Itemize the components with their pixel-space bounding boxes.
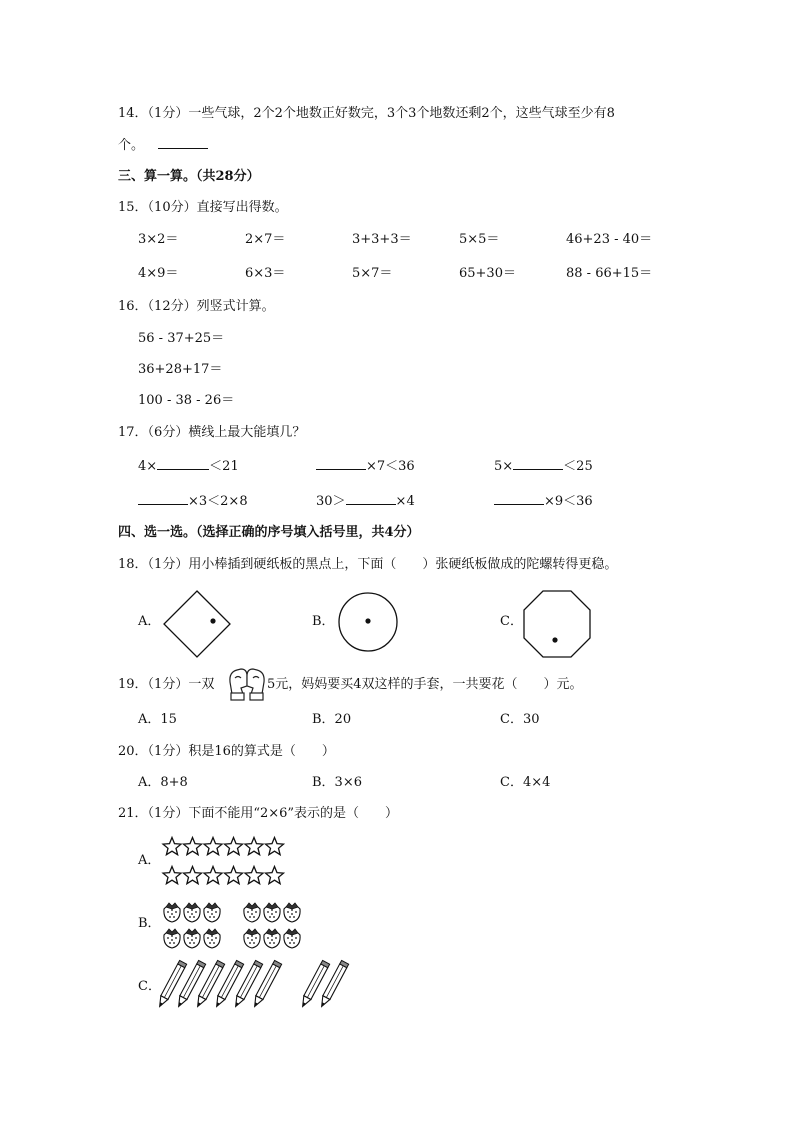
section3-title: 三、算一算。（共28分） — [118, 169, 260, 184]
q16-title: 16．（12分）列竖式计算。 — [118, 299, 275, 314]
strawberry-icon — [164, 929, 180, 948]
answer-blank[interactable] — [157, 458, 209, 470]
star-icon — [184, 867, 202, 884]
answer-blank[interactable] — [346, 493, 396, 505]
q15-r1-c4: 5×5＝ — [459, 232, 500, 247]
q19-post: 5元，妈妈要买4双这样的手套，一共要花（ ）元。 — [267, 677, 583, 692]
q15-r2-c4: 65+30＝ — [459, 266, 516, 281]
q15-r1-c1: 3×2＝ — [138, 232, 179, 247]
q17-title: 17．（6分）横线上最大能填几？ — [118, 425, 306, 440]
q20-option-c[interactable]: C．4×4 — [500, 775, 551, 790]
q21-option-b-label[interactable]: B． — [138, 916, 161, 931]
q14-line2 — [118, 137, 208, 154]
star-icon — [225, 867, 243, 884]
q20-title: 20．（1分）积是16的算式是（ ） — [118, 744, 335, 759]
strawberry-icon — [204, 903, 220, 922]
strawberry-icon — [264, 929, 280, 948]
star-icon — [204, 867, 222, 884]
star-icon — [266, 867, 284, 884]
q19-option-c[interactable]: C．30 — [500, 712, 540, 727]
q16-item-2: 36+28+17＝ — [138, 362, 223, 377]
black-dot — [365, 618, 370, 623]
strawberry-icon — [204, 929, 220, 948]
star-icon — [245, 867, 263, 884]
pencils-figure — [158, 958, 353, 1016]
q18-option-c-label[interactable]: C． — [500, 614, 523, 629]
q17-r1c1-post: ＜21 — [209, 459, 239, 474]
q17-r1c1-pre: 4× — [138, 459, 158, 474]
q15-r2-c1: 4×9＝ — [138, 266, 179, 281]
q17-r2-c3 — [494, 493, 593, 510]
strawberry-icon — [164, 903, 180, 922]
octagon-card-figure — [522, 589, 592, 659]
q17-r1c3-pre: 5× — [494, 459, 514, 474]
strawberry-icon — [284, 903, 300, 922]
q18-option-a-label[interactable]: A． — [138, 614, 161, 629]
q19-pre: 19．（1分）一双 — [118, 677, 215, 692]
star-icon — [225, 838, 243, 855]
q17-r1c2-post: ×7＜36 — [366, 459, 415, 474]
answer-blank[interactable] — [158, 137, 208, 149]
q21-option-c-label[interactable]: C． — [138, 979, 161, 994]
answer-blank[interactable] — [513, 458, 563, 470]
star-icon — [245, 838, 263, 855]
q16-item-3: 100 - 38 - 26＝ — [138, 393, 235, 408]
q15-r2-c2: 6×3＝ — [245, 266, 286, 281]
q17-r1-c1 — [138, 458, 239, 475]
diamond-card-figure — [162, 589, 232, 659]
q18-title: 18．（1分）用小棒插到硬纸板的黑点上，下面（ ）张硬纸板做成的陀螺转得更稳。 — [118, 557, 618, 572]
q17-r2c2-pre: 30＞ — [316, 494, 346, 509]
stars-figure — [160, 835, 290, 889]
q17-r1-c2 — [316, 458, 415, 475]
q15-r1-c2: 2×7＝ — [245, 232, 286, 247]
answer-blank[interactable] — [138, 493, 188, 505]
q17-r1-c3 — [494, 458, 593, 475]
q17-r2-c1 — [138, 493, 248, 510]
q15-r2-c3: 5×7＝ — [352, 266, 393, 281]
gloves-icon — [227, 664, 267, 704]
strawberry-icon — [244, 903, 260, 922]
q20-option-a[interactable]: A．8+8 — [138, 775, 188, 790]
answer-blank[interactable] — [494, 493, 544, 505]
q21-option-a-label[interactable]: A． — [138, 853, 161, 868]
q17-r2-c2 — [316, 493, 415, 510]
section4-title: 四、选一选。（选择正确的序号填入括号里，共4分） — [118, 525, 420, 540]
strawberry-icon — [184, 903, 200, 922]
q16-item-1: 56 - 37+25＝ — [138, 331, 225, 346]
q17-r2c1-post: ×3＜2×8 — [188, 494, 248, 509]
q21-title: 21．（1分）下面不能用“2×6”表示的是（ ） — [118, 806, 399, 821]
star-icon — [184, 838, 202, 855]
strawberry-icon — [184, 929, 200, 948]
q15-r1-c3: 3+3+3＝ — [352, 232, 412, 247]
star-icon — [204, 838, 222, 855]
q19-option-b[interactable]: B．20 — [312, 712, 352, 727]
q17-r2c2-post: ×4 — [395, 494, 415, 509]
q19-option-a[interactable]: A．15 — [138, 712, 177, 727]
circle-card-figure — [337, 591, 401, 655]
star-icon — [163, 838, 181, 855]
answer-blank[interactable] — [316, 458, 366, 470]
q18-option-b-label[interactable]: B． — [312, 614, 335, 629]
black-dot — [552, 637, 557, 642]
q15-title: 15．（10分）直接写出得数。 — [118, 200, 288, 215]
strawberry-icon — [244, 929, 260, 948]
strawberry-icon — [284, 929, 300, 948]
strawberry-icon — [264, 903, 280, 922]
q15-r1-c5: 46+23 - 40＝ — [566, 232, 653, 247]
strawberries-figure — [160, 898, 310, 952]
star-icon — [266, 838, 284, 855]
star-icon — [163, 867, 181, 884]
q14-line1: 14．（1分）一些气球，2个2个地数正好数完，3个3个地数还剩2个，这些气球至少有8 — [118, 106, 615, 121]
q20-option-b[interactable]: B．3×6 — [312, 775, 362, 790]
q14-line2-text: 个。 — [118, 138, 145, 153]
q17-r2c3-post: ×9＜36 — [544, 494, 593, 509]
q17-r1c3-post: ＜25 — [563, 459, 593, 474]
black-dot — [210, 618, 215, 623]
q15-r2-c5: 88 - 66+15＝ — [566, 266, 653, 281]
